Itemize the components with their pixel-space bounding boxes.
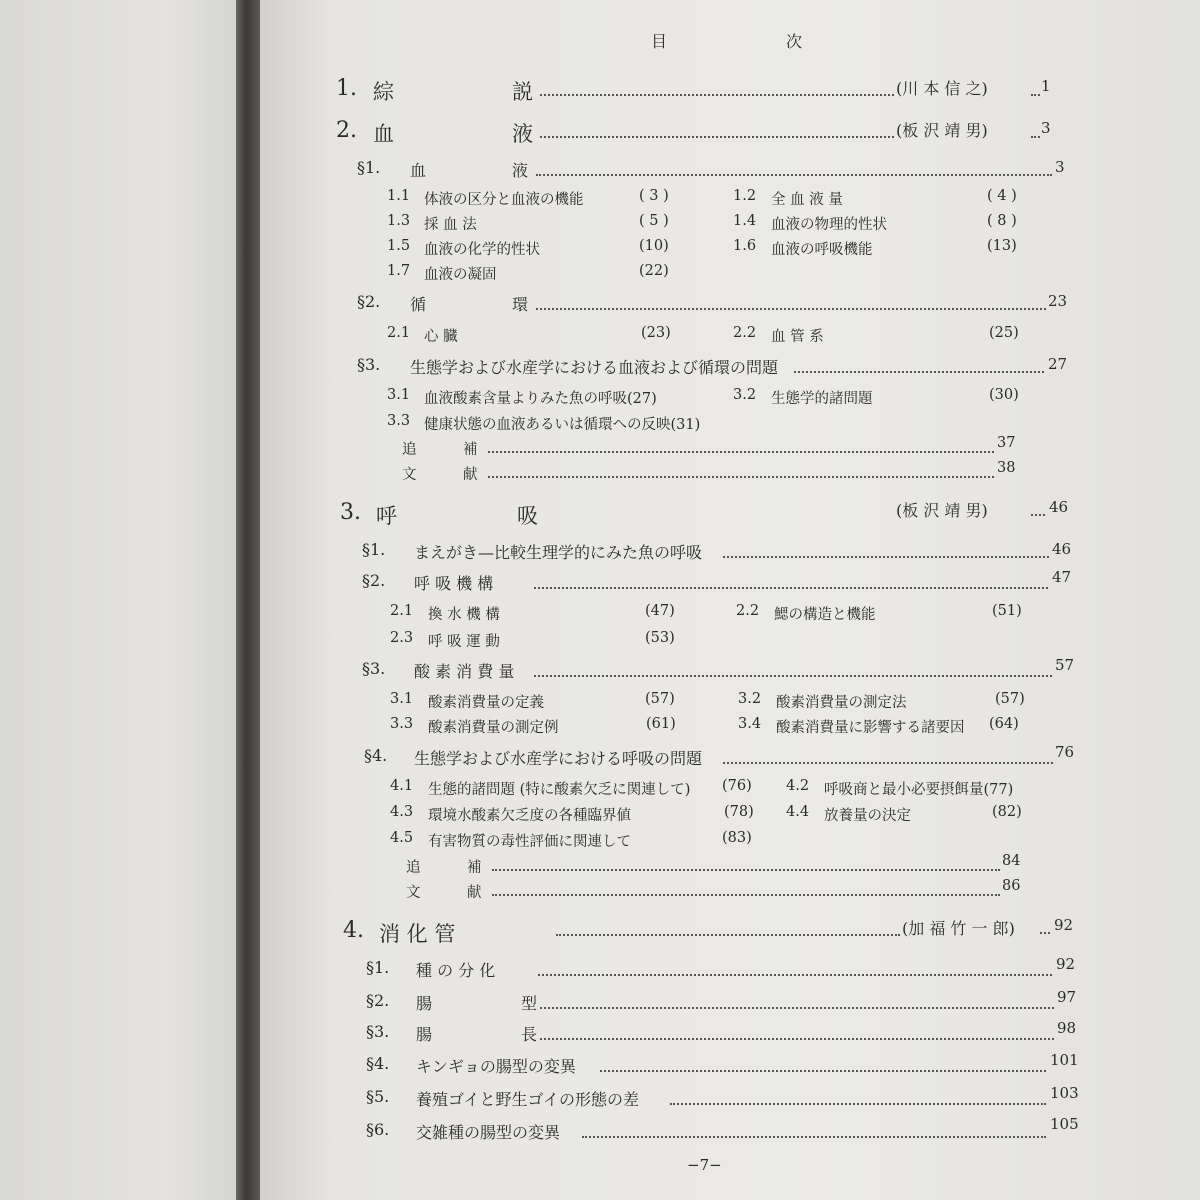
chapter-title-char2: 説: [512, 80, 533, 104]
item-number: 3.2: [733, 387, 757, 403]
section-title-char2: 環: [512, 295, 529, 314]
dot-leader: [534, 675, 1052, 677]
item-page: (25): [989, 325, 1019, 341]
item-number: 1.4: [733, 213, 757, 229]
chapter-author: (板 沢 靖 男): [896, 501, 988, 520]
dot-leader: [540, 94, 894, 96]
item-page: (23): [641, 325, 671, 341]
chapter-page: 92: [1054, 916, 1074, 934]
item-page: (57): [995, 691, 1025, 707]
chapter-page: 1: [1041, 77, 1051, 95]
item-number: 3.3: [390, 716, 414, 732]
section-number: §3.: [357, 355, 381, 374]
dot-leader: [536, 174, 1052, 176]
dot-leader: [794, 371, 1044, 373]
section-number: §3.: [366, 1022, 390, 1041]
dot-leader: [600, 1070, 1046, 1072]
section-title-char1: 血: [410, 161, 427, 180]
item-number: 3.3: [387, 413, 411, 429]
section-page: 27: [1048, 355, 1068, 373]
item-label: 酸素消費量の定義: [428, 695, 544, 711]
item-label: 有害物質の毒性評価に関連して: [428, 834, 631, 850]
item-label: 血 管 系: [771, 329, 824, 345]
item-label: 血液の化学的性状: [424, 242, 540, 258]
section-number: §1.: [362, 540, 386, 559]
chapter-number: 3.: [340, 500, 361, 525]
dot-leader: [1031, 136, 1040, 138]
item-number: 1.5: [387, 238, 411, 254]
section-page: 76: [1055, 743, 1075, 761]
item-number: 4.2: [786, 778, 810, 794]
section-title: まえがき—比較生理学的にみた魚の呼吸: [414, 543, 703, 562]
section-title: 養殖ゴイと野生ゴイの形態の差: [416, 1090, 640, 1109]
section-number: §1.: [357, 158, 381, 177]
dot-leader: [492, 894, 1000, 896]
supplement-char1: 追: [406, 860, 421, 876]
section-page: 101: [1050, 1051, 1079, 1069]
item-page: (51): [992, 603, 1022, 619]
title-right: 次: [786, 32, 805, 51]
section-title: 交雑種の腸型の変異: [416, 1123, 561, 1142]
dot-leader: [1040, 932, 1050, 934]
facing-page: [0, 0, 236, 1200]
references-page: 86: [1002, 878, 1021, 894]
title-left: 目: [651, 32, 670, 51]
item-label: 呼吸商と最小必要摂餌量(77): [824, 782, 1014, 798]
section-number: §4.: [364, 746, 388, 765]
item-label: 酸素消費量の測定法: [776, 695, 907, 711]
item-number: 1.6: [733, 238, 757, 254]
section-number: §5.: [366, 1087, 390, 1106]
section-title-char2: 液: [512, 161, 529, 180]
section-number: §2.: [366, 991, 390, 1010]
item-page: (47): [645, 603, 675, 619]
item-label: 換 水 機 構: [428, 607, 500, 623]
item-page: (82): [992, 804, 1022, 820]
item-number: 1.7: [387, 263, 411, 279]
dot-leader: [540, 1038, 1054, 1040]
page-number: −7−: [687, 1156, 722, 1174]
dot-leader: [540, 136, 894, 138]
item-label: 放養量の決定: [824, 808, 911, 824]
item-label: 生態的諸問題 (特に酸素欠乏に関連して): [428, 782, 691, 798]
dot-leader: [1031, 514, 1045, 516]
item-number: 2.1: [390, 603, 414, 619]
section-page: 103: [1050, 1084, 1079, 1102]
section-page: 105: [1050, 1115, 1079, 1133]
item-number: 1.2: [733, 188, 757, 204]
section-title: 種 の 分 化: [416, 961, 496, 980]
chapter-title-char2: 液: [512, 122, 533, 146]
references-page: 38: [997, 460, 1016, 476]
item-label: 採 血 法: [424, 217, 477, 233]
item-label: 健康状態の血液あるいは循環への反映(31): [424, 417, 701, 433]
section-title: キンギョの腸型の変異: [416, 1057, 576, 1076]
dot-leader: [488, 451, 994, 453]
item-page: (61): [646, 716, 676, 732]
dot-leader: [538, 974, 1052, 976]
section-title-char1: 循: [410, 295, 427, 314]
chapter-title: 消 化 管: [379, 922, 456, 946]
item-number: 3.2: [738, 691, 762, 707]
item-number: 2.3: [390, 630, 414, 646]
item-label: 酸素消費量の測定例: [428, 720, 559, 736]
chapter-title-char1: 綜: [373, 80, 394, 104]
section-page: 97: [1057, 988, 1077, 1006]
item-number: 3.1: [387, 387, 411, 403]
chapter-page: 46: [1049, 498, 1069, 516]
references-char1: 文: [406, 885, 421, 901]
item-label: 血液の物理的性状: [771, 217, 887, 233]
item-label: 酸素消費量に影響する諸要因: [776, 720, 965, 736]
section-number: §2.: [362, 571, 386, 590]
dot-leader: [540, 1007, 1054, 1009]
section-page: 57: [1055, 656, 1075, 674]
dot-leader: [1031, 94, 1040, 96]
section-title: 生態学および水産学における呼吸の問題: [414, 749, 703, 768]
item-label: 血液の呼吸機能: [771, 242, 873, 258]
supplement-char1: 追: [402, 442, 417, 458]
item-page: (57): [645, 691, 675, 707]
dot-leader: [723, 762, 1053, 764]
item-number: 4.1: [390, 778, 414, 794]
dot-leader: [492, 869, 1000, 871]
dot-leader: [723, 556, 1049, 558]
section-number: §1.: [366, 958, 390, 977]
item-page: (64): [989, 716, 1019, 732]
section-title: 生態学および水産学における血液および循環の問題: [410, 358, 779, 377]
item-number: 4.3: [390, 804, 414, 820]
item-number: 3.1: [390, 691, 414, 707]
section-page: 92: [1056, 955, 1076, 973]
chapter-title-char1: 血: [373, 122, 394, 146]
dot-leader: [488, 476, 994, 478]
item-label: 血液酸素含量よりみた魚の呼吸(27): [424, 391, 657, 407]
item-number: 1.1: [387, 188, 411, 204]
item-page: (78): [724, 804, 754, 820]
book-gutter: [236, 0, 260, 1200]
item-number: 2.2: [736, 603, 760, 619]
item-page: (53): [645, 630, 675, 646]
item-number: 2.2: [733, 325, 757, 341]
section-title-char1: 腸: [416, 1025, 433, 1044]
item-label: 生態学的諸問題: [771, 391, 873, 407]
item-page: (30): [989, 387, 1019, 403]
item-label: 鰓の構造と機能: [774, 607, 876, 623]
item-label: 血液の凝固: [424, 267, 497, 283]
references-char1: 文: [402, 467, 417, 483]
dot-leader: [670, 1103, 1046, 1105]
section-number: §4.: [366, 1054, 390, 1073]
section-title-char2: 型: [521, 994, 538, 1013]
section-title: 呼 吸 機 構: [414, 574, 494, 593]
item-label: 環境水酸素欠乏度の各種臨界値: [428, 808, 631, 824]
section-number: §2.: [357, 292, 381, 311]
supplement-page: 37: [997, 435, 1016, 451]
dot-leader: [556, 934, 900, 936]
item-number: 4.4: [786, 804, 810, 820]
section-number: §6.: [366, 1120, 390, 1139]
chapter-page: 3: [1041, 119, 1051, 137]
item-page: ( 4 ): [987, 188, 1017, 204]
item-page: (10): [639, 238, 669, 254]
item-page: (22): [639, 263, 669, 279]
supplement-char2: 補: [463, 442, 478, 458]
section-page: 47: [1052, 568, 1072, 586]
dot-leader: [536, 308, 1046, 310]
chapter-title-char2: 吸: [517, 504, 538, 528]
section-title-char1: 腸: [416, 994, 433, 1013]
item-page: ( 8 ): [987, 213, 1017, 229]
supplement-char2: 補: [467, 860, 482, 876]
chapter-title-char1: 呼: [376, 504, 397, 528]
item-page: ( 3 ): [639, 188, 669, 204]
item-number: 2.1: [387, 325, 411, 341]
chapter-author: (板 沢 靖 男): [896, 121, 988, 140]
item-page: (83): [722, 830, 752, 846]
section-page: 98: [1057, 1019, 1077, 1037]
chapter-author: (川 本 信 之): [896, 79, 988, 98]
item-number: 1.3: [387, 213, 411, 229]
item-number: 3.4: [738, 716, 762, 732]
section-page: 3: [1055, 158, 1065, 176]
references-char2: 献: [467, 885, 482, 901]
chapter-number: 1.: [336, 76, 357, 101]
section-title-char2: 長: [521, 1025, 538, 1044]
item-page: ( 5 ): [639, 213, 669, 229]
item-label: 全 血 液 量: [771, 192, 843, 208]
item-page: (76): [722, 778, 752, 794]
item-label: 体液の区分と血液の機能: [424, 192, 584, 208]
dot-leader: [534, 587, 1048, 589]
item-label: 呼 吸 運 動: [428, 634, 500, 650]
section-page: 46: [1052, 540, 1072, 558]
item-number: 4.5: [390, 830, 414, 846]
chapter-author: (加 福 竹 一 郎): [902, 919, 1015, 938]
item-label: 心 臓: [424, 329, 458, 345]
section-number: §3.: [362, 659, 386, 678]
dot-leader: [582, 1136, 1046, 1138]
references-char2: 献: [463, 467, 478, 483]
supplement-page: 84: [1002, 853, 1021, 869]
item-page: (13): [987, 238, 1017, 254]
section-page: 23: [1048, 292, 1068, 310]
chapter-number: 4.: [343, 918, 364, 943]
section-title: 酸 素 消 費 量: [414, 662, 515, 681]
chapter-number: 2.: [336, 118, 357, 143]
